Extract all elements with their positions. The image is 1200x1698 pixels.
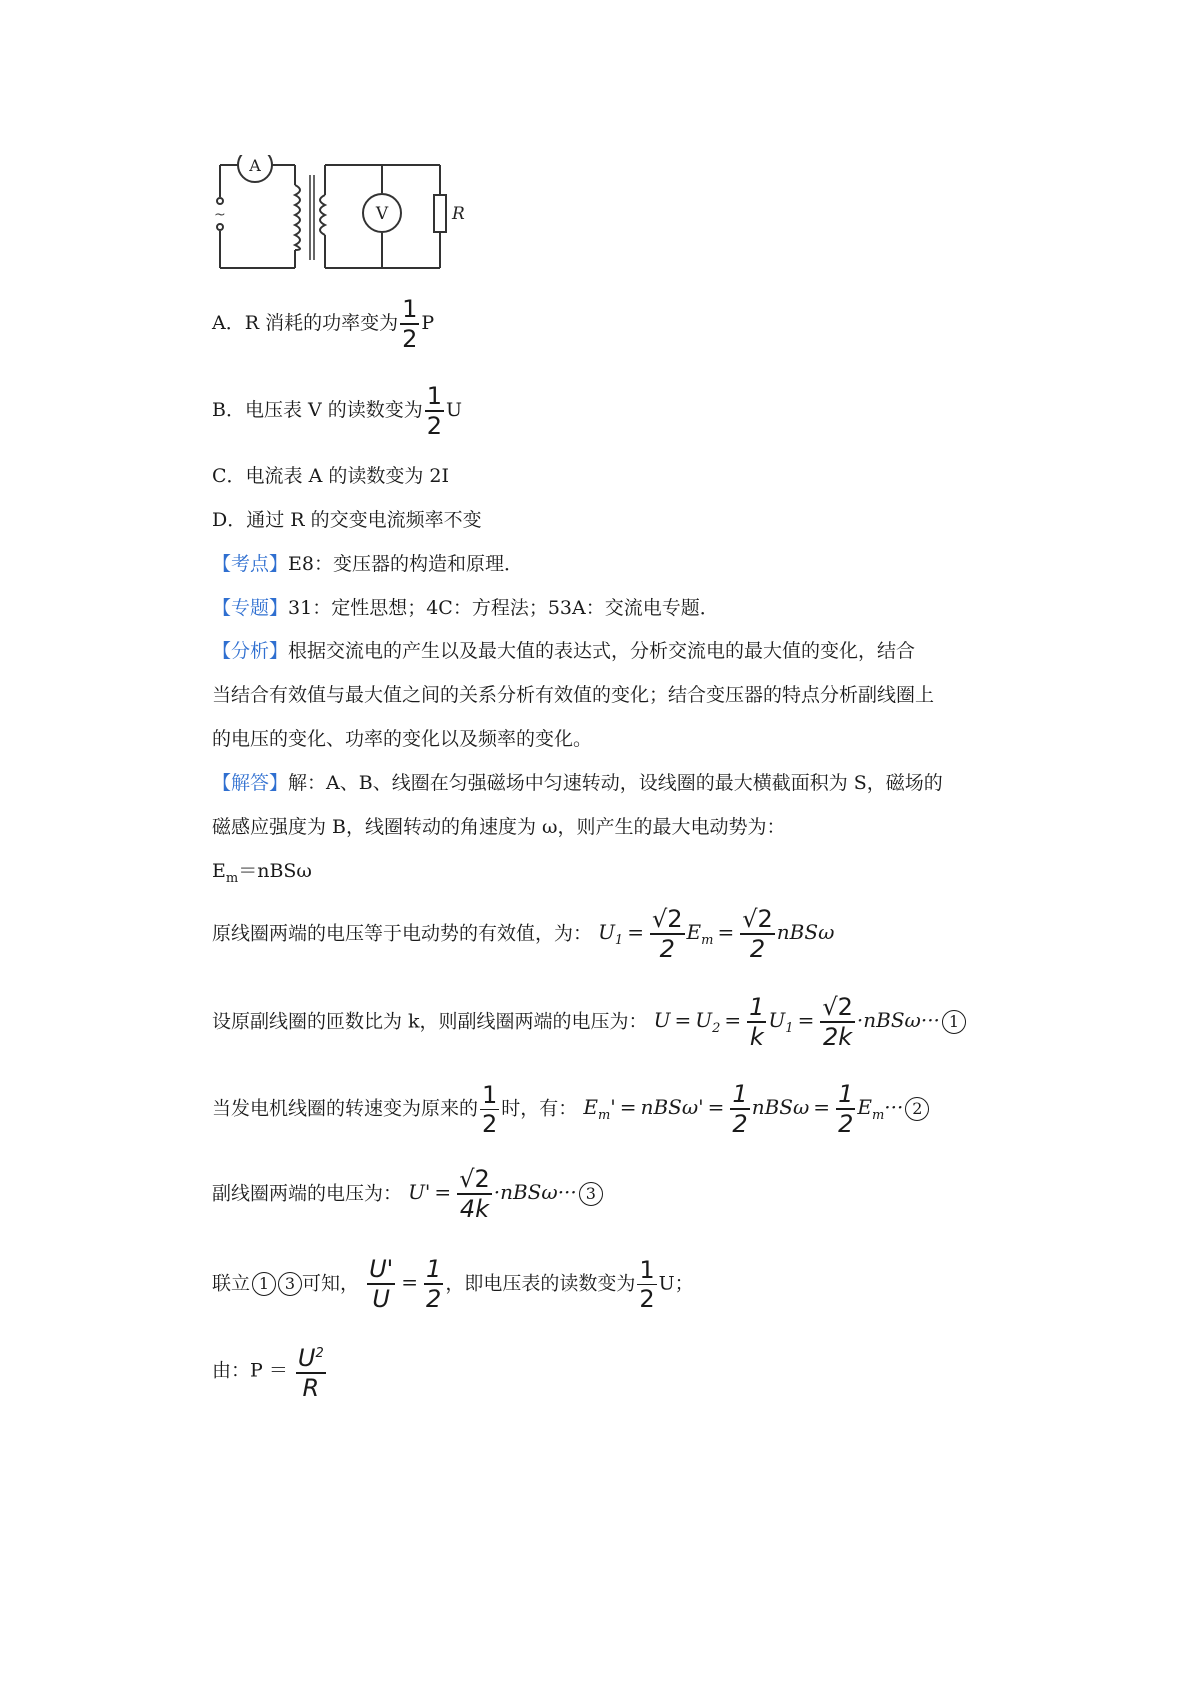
u1-equation-line: [212, 905, 834, 963]
fraction-one-half: $\frac{1}{2}$: [426, 382, 443, 440]
kaodian-text: E8：变压器的构造和原理．: [288, 553, 523, 575]
voltmeter-label: V: [375, 204, 389, 224]
resistor-label: R: [452, 204, 465, 224]
option-b-text: B．电压表 V 的读数变为: [212, 398, 423, 421]
fenxi-line-2: 当结合有效值与最大值之间的关系分析有效值的变化；结合变压器的特点分析副线圈上: [212, 684, 935, 706]
jieda-line-6-prefix: 当发电机线圈的转速变为原来的: [212, 1097, 479, 1120]
jieda-line-8-mid2: ，即电压表的读数变为: [445, 1272, 636, 1295]
option-a-text: A．R 消耗的功率变为: [212, 311, 399, 334]
option-c: C．电流表 A 的读数变为 2I: [212, 465, 449, 487]
option-b: [212, 382, 462, 440]
jieda-line-2: 磁感应强度为 B，线圈转动的角速度为 ω，则产生的最大电动势为：: [212, 816, 786, 838]
ac-source-symbol: ~: [214, 207, 226, 223]
fenxi-tag: 【分析】: [212, 640, 289, 662]
em-prime-equation-line: 当发电机线圈的转速变为原来的 $\frac{1}{2}$ 时，有： $E_m' = nBS\omega'$ = $\frac{1}{2}$ nBSω = $\frac{1}{2}$ $E_m\cdot\cdot\cdot 2$: [212, 1080, 929, 1138]
combine-line: 联立 1 3 可知， $\frac{U'}{U}$ = $\frac{1}{2}$ ，即电压表的读数变为 $\frac{1}{2}$ U；: [212, 1255, 694, 1313]
em-prime-formula: $E_m' = nBS\omega'$ = $\frac{1}{2}$ nBSω = $\frac{1}{2}$ $E_m\cdot\cdot\cdot 2$: [583, 1095, 929, 1119]
zhuanti-section: [212, 594, 719, 622]
kaodian-section: [212, 550, 523, 578]
jieda-line-1: 解：A、B、线圈在匀强磁场中匀速转动，设线圈的最大横截面积为 S，磁场的: [288, 772, 943, 794]
jieda-line-7: 副线圈两端的电压为：: [212, 1182, 403, 1205]
u-formula: $U = U_2$ = $\frac{1}{k}$ $U_1$ = $\frac{√2}{2k}$ ·nBSω··· 1: [654, 1008, 966, 1032]
ratio-formula: $\frac{U'}{U}$ = $\frac{1}{2}$: [369, 1255, 442, 1313]
fraction-one-half: $\frac{1}{2}$: [402, 295, 418, 353]
option-a-suffix: P: [421, 311, 435, 334]
jieda-line-8-prefix: 联立: [212, 1272, 251, 1295]
u-equation-line: [212, 993, 966, 1051]
em-equation: $E_m=nBS\omega$: [212, 860, 312, 886]
fenxi-line-1: 根据交流电的产生以及最大值的表达式，分析交流电的最大值的变化，结合: [288, 640, 916, 662]
zhuanti-tag: 【专题】: [212, 597, 289, 619]
fenxi-line-3: 的电压的变化、功率的变化以及频率的变化。: [212, 728, 593, 750]
option-b-suffix: U: [446, 398, 463, 421]
fenxi-section: [212, 637, 915, 665]
u1-formula: $U_1$ = $\frac{√2}{2}$ $E_m$ = $\frac{√2}{2}$ nBSω: [598, 905, 835, 963]
jieda-line-8-suffix: U；: [658, 1272, 694, 1295]
jieda-line-8-mid: 可知，: [302, 1272, 360, 1295]
em-equation-rhs: ＝nBSω: [238, 860, 312, 882]
jieda-section: [212, 769, 943, 797]
u-prime-formula: U' = $\frac{√2}{4k}$ ·nBSω··· 3: [408, 1180, 603, 1204]
jieda-line-4: 原线圈两端的电压等于电动势的有效值，为：: [212, 922, 593, 945]
jieda-tag: 【解答】: [212, 772, 289, 794]
jieda-line-5: 设原副线圈的匝数比为 k，则副线圈两端的电压为：: [212, 1010, 648, 1033]
transformer-circuit-diagram: [210, 155, 510, 295]
jieda-line-6-mid: 时，有：: [501, 1097, 578, 1120]
ammeter-label: A: [249, 156, 261, 175]
zhuanti-text: 31：定性思想；4C：方程法；53A：交流电专题．: [288, 597, 719, 619]
jieda-line-9: 由：P ＝: [212, 1359, 288, 1382]
kaodian-tag: 【考点】: [212, 553, 289, 575]
power-equation-line: [212, 1340, 328, 1402]
power-formula: $\frac{U^2}{R}$: [297, 1344, 324, 1402]
u-prime-equation-line: [212, 1165, 603, 1223]
option-a: [212, 295, 434, 353]
option-d: D．通过 R 的交变电流频率不变: [212, 509, 482, 531]
